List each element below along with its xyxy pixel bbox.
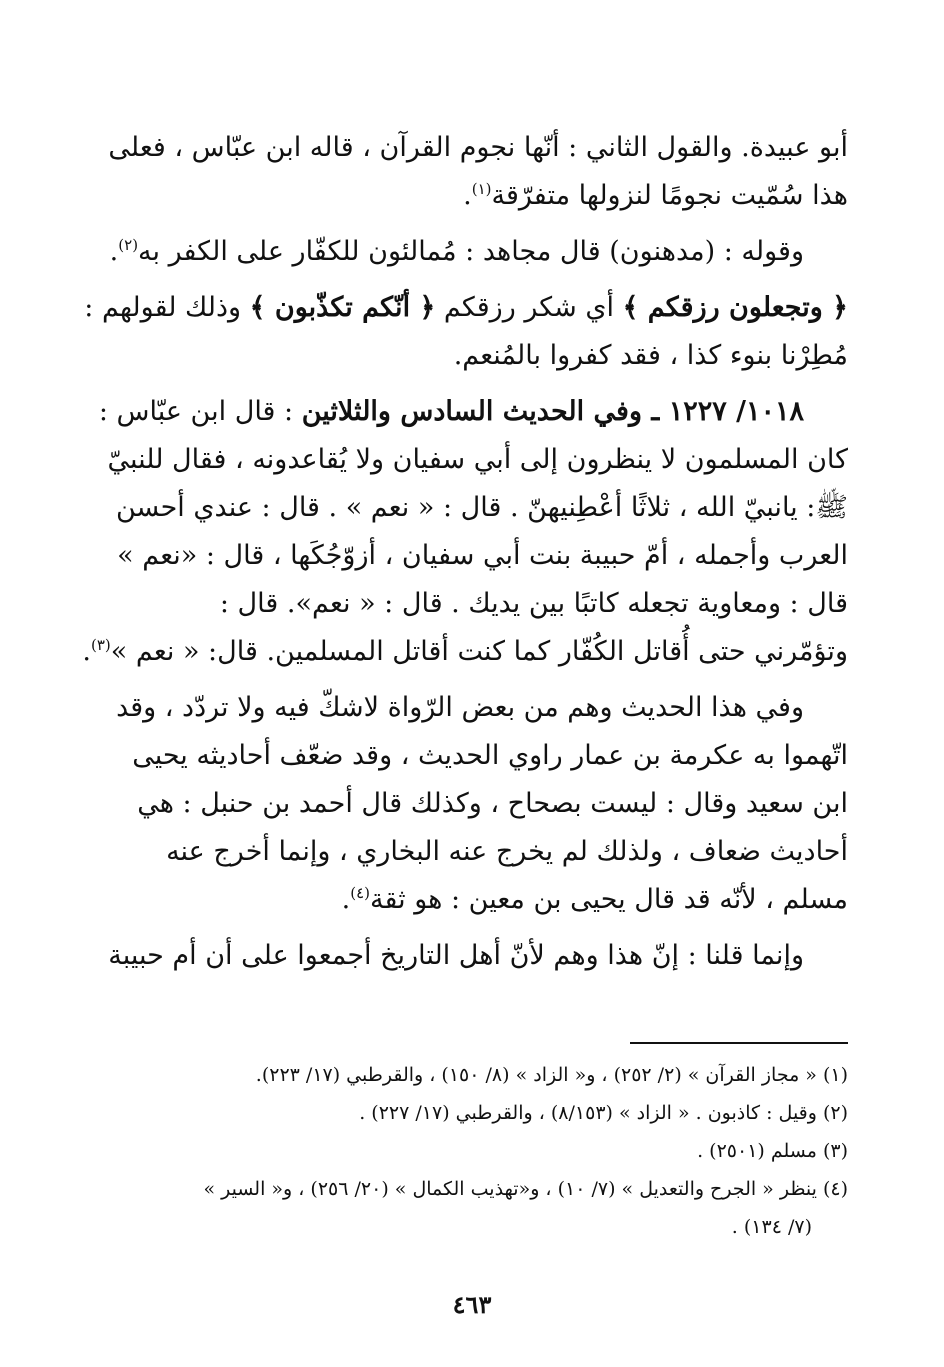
text-line: وإنما قلنا : إنّ هذا وهم لأنّ أهل التاريخ أجمعوا على أن أم حبيبة (108, 940, 804, 971)
footnote-text: وقيل : كاذبون . « الزاد » (٨/١٥٣) ، والقرطبي (١٧/ ٢٢٧) . (359, 1102, 817, 1124)
footnote-ref[interactable]: (٣) (90, 636, 111, 654)
footnote-text: « مجاز القرآن » (٢/ ٢٥٢) ، و« الزاد » (٨/ ١٥٠) ، والقرطبي (١٧/ ٢٢٣). (255, 1064, 817, 1086)
paragraph-hadith (82, 388, 848, 676)
page-number: ٤٦٣ (452, 1290, 492, 1319)
footnote-4-continued: (٧/ ١٣٤) . (731, 1216, 812, 1238)
text-line: مُطِرْنا بنوء كذا ، فقد كفروا بالمُنعم. (453, 340, 848, 371)
text-line: العرب وأجمله ، أمّ حبيبة بنت أبي سفيان ، أزوّجُكَها ، قال : «نعم » (117, 540, 848, 571)
quran-quote: ﴿ وتجعلون رزقكم ﴾ (622, 292, 848, 323)
text-line: اتّهموا به عكرمة بن عمار راوي الحديث ، وقد ضعّف أحاديثه يحيى (132, 740, 848, 771)
quran-quote: ﴿ أنّكم تكذّبون ﴾ (249, 292, 436, 323)
text-line (82, 628, 848, 676)
footnote-text: ينظر « الجرح والتعديل » (٧/ ١٠) ، و«تهذيب الكمال » (٢٠/ ٢٥٦) ، و« السير » (203, 1178, 817, 1200)
text-line (84, 284, 848, 332)
text-span: وقوله : (مدهنون) قال مجاهد : مُمالئون للكفّار على الكفر به (138, 236, 804, 267)
paragraph-5 (116, 684, 848, 924)
text-line: أحاديث ضعاف ، ولذلك لم يخرج عنه البخاري ، وإنما أخرج عنه (166, 836, 848, 867)
paragraph-3 (84, 284, 848, 380)
text-line (98, 388, 848, 436)
footnote-text: مسلم (٢٥٠١) . (697, 1140, 817, 1162)
footnotes (124, 1056, 848, 1246)
footnote-number: (٤) (822, 1178, 848, 1200)
text-line: أبو عبيدة. والقول الثاني : أنّها نجوم القرآن ، قاله ابن عبّاس ، فعلى (108, 132, 848, 163)
footnote-divider (630, 1042, 848, 1044)
text-line: ابن سعيد وقال : ليست بصحاح ، وكذلك قال أحمد بن حنبل : هي (137, 788, 848, 819)
text-span: وتؤمّرني حتى أُقاتل الكُفّار كما كنت أقاتل المسلمين. قال: « نعم » (110, 636, 848, 667)
text-line (124, 876, 848, 924)
footnote-ref[interactable]: (٢) (118, 236, 139, 254)
footnote-ref[interactable]: (٤) (350, 884, 370, 902)
hadith-heading: ١٠١٨/ ١٢٢٧ ـ وفي الحديث السادس والثلاثين (301, 396, 804, 427)
text-span: وذلك لقولهم : (84, 292, 250, 323)
footnote-ref[interactable]: (١) (471, 180, 492, 198)
paragraph-1 (108, 124, 848, 220)
text-span: . (463, 180, 472, 211)
footnote-2 (124, 1094, 848, 1132)
paragraph-6 (108, 932, 848, 980)
text-span: هذا سُمّيت نجومًا لنزولها متفرّقة (491, 180, 848, 211)
text-line (109, 228, 848, 276)
text-line: قال : ومعاوية تجعله كاتبًا بين يديك . قال : « نعم». قال : (219, 588, 848, 619)
text-line: ﷺ: يانبيّ الله ، ثلاثًا أعْطِنيهنّ . قال : « نعم » . قال : عندي أحسن (115, 492, 848, 523)
text-span: . (82, 636, 91, 667)
text-line: كان المسلمون لا ينظرون إلى أبي سفيان ولا يُقاعدونه ، فقال للنبيّ (107, 444, 848, 475)
text-span: . (109, 236, 119, 267)
text-line: وفي هذا الحديث وهم من بعض الرّواة لاشكّ فيه ولا تردّد ، وقد (116, 692, 804, 723)
footnote-4 (124, 1170, 848, 1208)
footnote-number: (٢) (822, 1102, 848, 1124)
text-line (124, 172, 848, 220)
text-span: . (341, 884, 351, 915)
footnote-number: (٣) (822, 1140, 848, 1162)
text-span: مسلم ، لأنّه قد قال يحيى بن معين : هو ثقة (370, 884, 848, 915)
footnote-1 (124, 1056, 848, 1094)
footnote-3 (124, 1132, 848, 1170)
footnote-number: (١) (822, 1064, 848, 1086)
paragraph-2 (109, 228, 848, 276)
text-span: أي شكر رزقكم (435, 292, 623, 323)
text-span: : قال ابن عبّاس : (98, 396, 302, 427)
